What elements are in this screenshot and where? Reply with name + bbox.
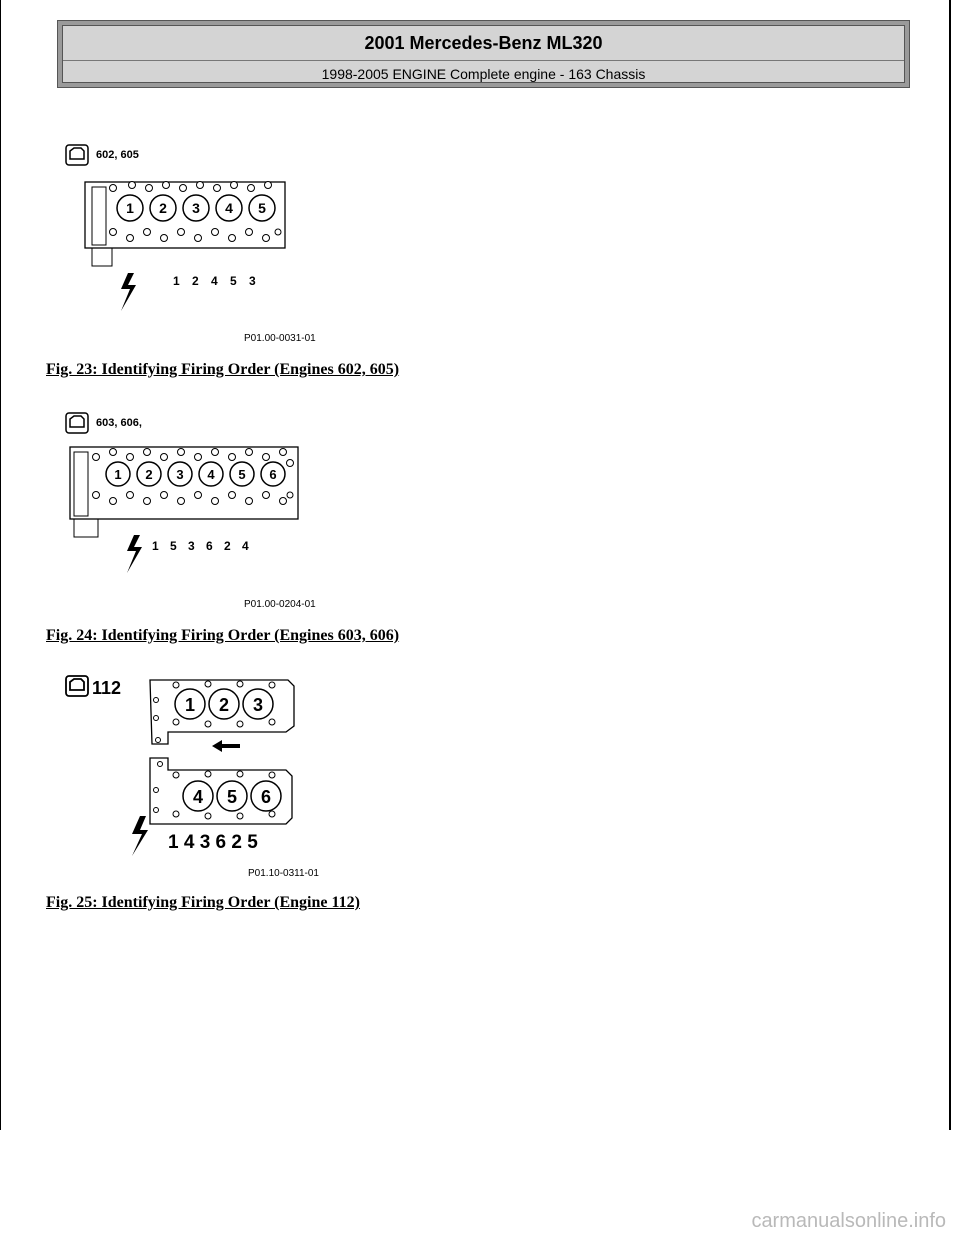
- cylinder-number: 2: [159, 200, 167, 216]
- firing-order-digit: 2: [192, 274, 199, 288]
- firing-order-digit: 6: [206, 539, 213, 553]
- firing-order-digit: 1: [173, 274, 180, 288]
- ignition-icon: [127, 535, 142, 573]
- engine-icon: [66, 676, 88, 696]
- image-code: P01.00-0204-01: [244, 599, 316, 610]
- document-subtitle: 1998-2005 ENGINE Complete engine - 163 Chassis: [321, 66, 646, 82]
- figure-23-caption: Fig. 23: Identifying Firing Order (Engines 602, 605): [46, 361, 400, 378]
- ignition-icon: [132, 816, 148, 856]
- image-code: P01.10-0311-01: [248, 868, 319, 879]
- cylinder-number: 3: [192, 200, 200, 216]
- firing-order-digit: 3: [249, 274, 256, 288]
- cylinder-number: 4: [192, 787, 204, 807]
- engine-code-label: 112: [92, 678, 122, 698]
- header-panel: [62, 25, 905, 83]
- watermark: carmanualsonline.info: [751, 1210, 946, 1232]
- firing-order-digit: 4: [242, 539, 249, 553]
- engine-icon: [66, 413, 88, 433]
- cylinder-number: 5: [258, 200, 266, 216]
- figure-24-caption: Fig. 24: Identifying Firing Order (Engines 603, 606): [46, 627, 400, 644]
- firing-order-digit: 5: [170, 539, 177, 553]
- cylinder-number: 4: [225, 200, 233, 216]
- engine-code-label: 603, 606,: [96, 417, 142, 429]
- cylinder-number: 3: [176, 467, 184, 482]
- cylinder-number: 2: [145, 467, 153, 482]
- engine-code-label: 602, 605: [96, 149, 139, 161]
- cylinder-head-outline: [85, 182, 285, 266]
- figure-23-diagram: [58, 135, 358, 347]
- firing-order-digit: 3: [188, 539, 195, 553]
- cylinder-number: 5: [238, 467, 246, 482]
- cylinder-number: 1: [114, 467, 122, 482]
- document-title: 2001 Mercedes-Benz ML320: [364, 33, 603, 53]
- image-code: P01.00-0031-01: [244, 333, 316, 344]
- figure-24-diagram: [58, 405, 358, 613]
- page-right-border: [949, 0, 951, 1130]
- firing-order-digit: 2: [224, 539, 231, 553]
- cylinder-number: 5: [226, 787, 238, 807]
- cylinder-number: 2: [218, 695, 230, 715]
- cylinder-bores: [106, 462, 285, 486]
- direction-arrow-icon: [212, 740, 240, 752]
- figure-25-caption: Fig. 25: Identifying Firing Order (Engine 112): [46, 894, 360, 911]
- cylinder-number: 3: [252, 695, 264, 715]
- firing-order-digit: 1: [152, 539, 159, 553]
- cylinder-number: 1: [184, 695, 196, 715]
- engine-icon: [66, 145, 88, 165]
- cylinder-number: 1: [126, 200, 134, 216]
- cylinder-number: 4: [207, 467, 215, 482]
- cylinder-number: 6: [269, 467, 277, 482]
- cylinder-number: 6: [260, 787, 272, 807]
- firing-order-digit: 4: [211, 274, 218, 288]
- firing-order: 1 4 3 6 2 5: [168, 832, 258, 853]
- header-divider: [63, 60, 904, 61]
- page-left-border: [0, 0, 1, 1130]
- firing-order-digit: 5: [230, 274, 237, 288]
- figure-25-diagram: [58, 670, 358, 880]
- ignition-icon: [121, 273, 136, 311]
- page-header: [57, 20, 910, 88]
